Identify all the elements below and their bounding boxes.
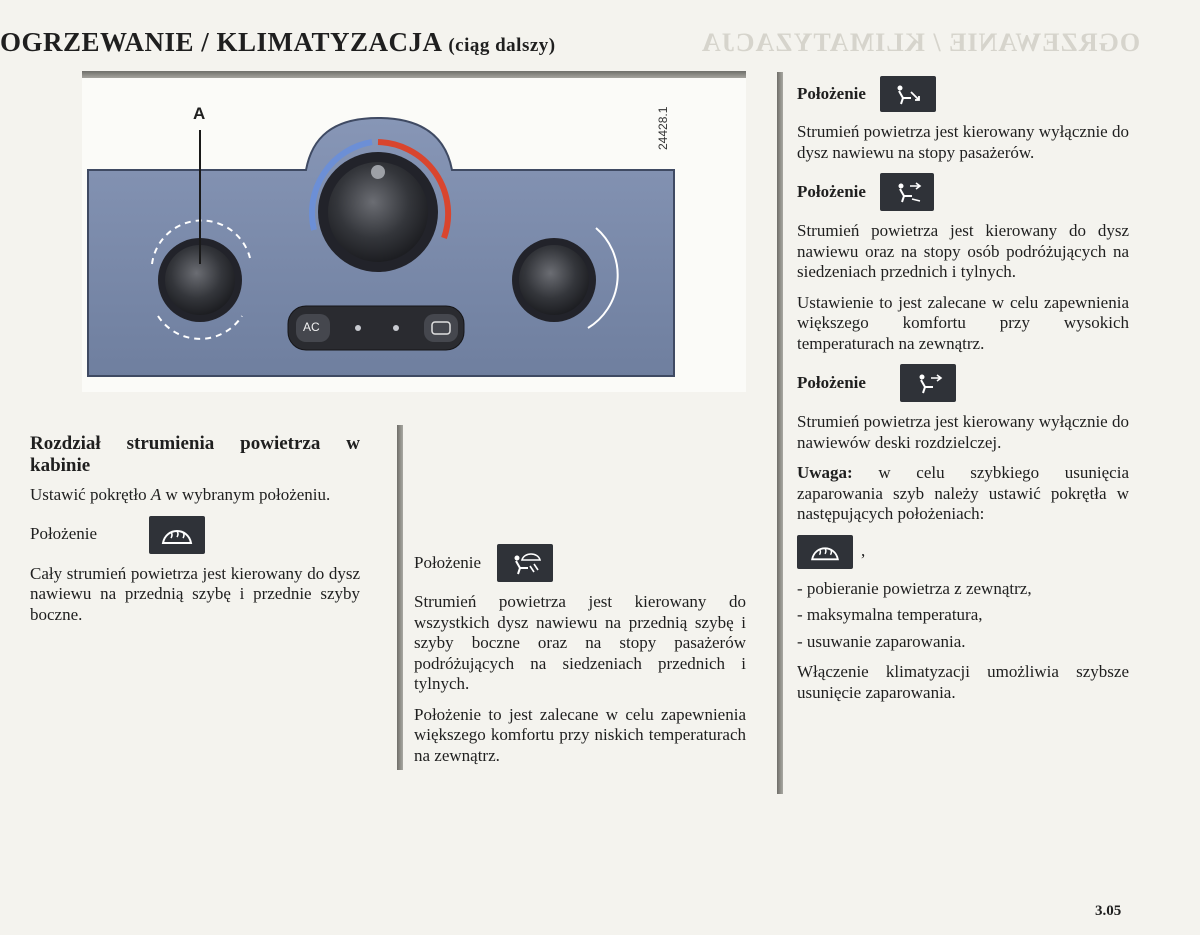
position-line-feet — [797, 76, 1129, 112]
face-and-feet-vent-icon — [880, 173, 934, 211]
position-note: Położenie to jest zalecane w celu zapewnienia większego komfortu przy niskich temperaturach na zewnątrz. — [414, 704, 746, 765]
note-text: w celu szybkiego usunięcia zaparowania szyb należy ustawić pokrętła w następujących położeniach: — [797, 463, 1129, 523]
column-3 — [797, 76, 1129, 713]
recirculation-knob — [519, 245, 589, 315]
defrost-and-feet-icon — [497, 544, 553, 582]
bullet-item: - pobieranie powietrza z zewnątrz, — [797, 578, 1032, 598]
position-note: Ustawienie to jest zalecane w celu zapewnienia większego komfortu przy wysokich temperaturach na zewnątrz. — [797, 292, 1129, 353]
callout-label-a: A — [193, 104, 206, 123]
windshield-defrost-icon — [149, 516, 205, 554]
column-2 — [414, 544, 746, 776]
bleed-through-title: OGRZEWANIE / KLIMATYZACJA — [700, 28, 1140, 57]
section-heading: Rozdział strumienia powietrza w kabinie — [30, 433, 360, 476]
top-rule — [82, 71, 746, 78]
bullet-item: - usuwanie zaparowania. — [797, 631, 966, 651]
intro-prefix: Ustawić pokrętło — [30, 485, 147, 504]
note-label: Uwaga: — [797, 463, 853, 482]
dashboard-vent-icon — [900, 364, 956, 402]
position-description: Strumień powietrza jest kierowany wyłącznie do dysz nawiewu na stopy pasażerów. — [797, 122, 1129, 162]
figure-code: 24428.1 — [656, 106, 670, 150]
position-description: Strumień powietrza jest kierowany do wszystkich dysz nawiewu na przednią szybę i szyby boczne oraz na stopy pasażerów podróżujących na siedzeniach przednich i tylnych. — [414, 592, 746, 693]
position-line — [414, 544, 746, 582]
fan-knob-marker — [371, 165, 385, 179]
page-title — [0, 27, 556, 58]
windshield-defrost-icon — [797, 535, 853, 569]
position-label: Położenie — [30, 524, 98, 544]
position-label: Położenie — [797, 181, 866, 201]
bullet-item: - maksymalna temperatura, — [797, 605, 983, 624]
note-icon-suffix: , — [861, 541, 866, 561]
note-icon-line — [797, 535, 1129, 569]
column-rule-3 — [777, 72, 783, 794]
position-description: Strumień powietrza jest kierowany do dysz nawiewu oraz na stopy osób podróżujących na siedzeniach przednich i tylnych. — [797, 221, 1129, 281]
intro-suffix: w wybranym położeniu. — [165, 485, 331, 504]
column-rule-2 — [397, 425, 403, 770]
position-line-dashboard — [797, 364, 1129, 402]
heater-panel-illustration — [82, 78, 746, 392]
feet-vent-icon — [880, 76, 936, 112]
position-label: Położenie — [797, 372, 866, 392]
position-label: Położenie — [797, 83, 866, 103]
note-paragraph — [797, 463, 1129, 525]
heater-panel-figure — [82, 78, 746, 392]
intro-knob-label: A — [150, 485, 162, 504]
position-description: Strumień powietrza jest kierowany wyłącznie do nawiewów deski rozdzielczej. — [797, 412, 1129, 452]
closing-paragraph: Włączenie klimatyzacji umożliwia szybsze usunięcie zaparowania. — [797, 662, 1129, 702]
position-line — [30, 516, 360, 554]
ac-button-label: AC — [303, 320, 320, 334]
column-1 — [30, 433, 360, 635]
page-title-text: OGRZEWANIE / KLIMATYZACJA — [0, 27, 442, 57]
position-label: Położenie — [414, 552, 482, 572]
page-number: 3.05 — [1095, 903, 1122, 919]
position-description: Cały strumień powietrza jest kierowany do dysz nawiewu na przednią szybę i przednie szyby boczne. — [30, 563, 360, 624]
page-title-continuation: (ciąg dalszy) — [448, 35, 556, 56]
position-line-face-feet — [797, 173, 1129, 211]
intro-paragraph — [30, 485, 360, 506]
